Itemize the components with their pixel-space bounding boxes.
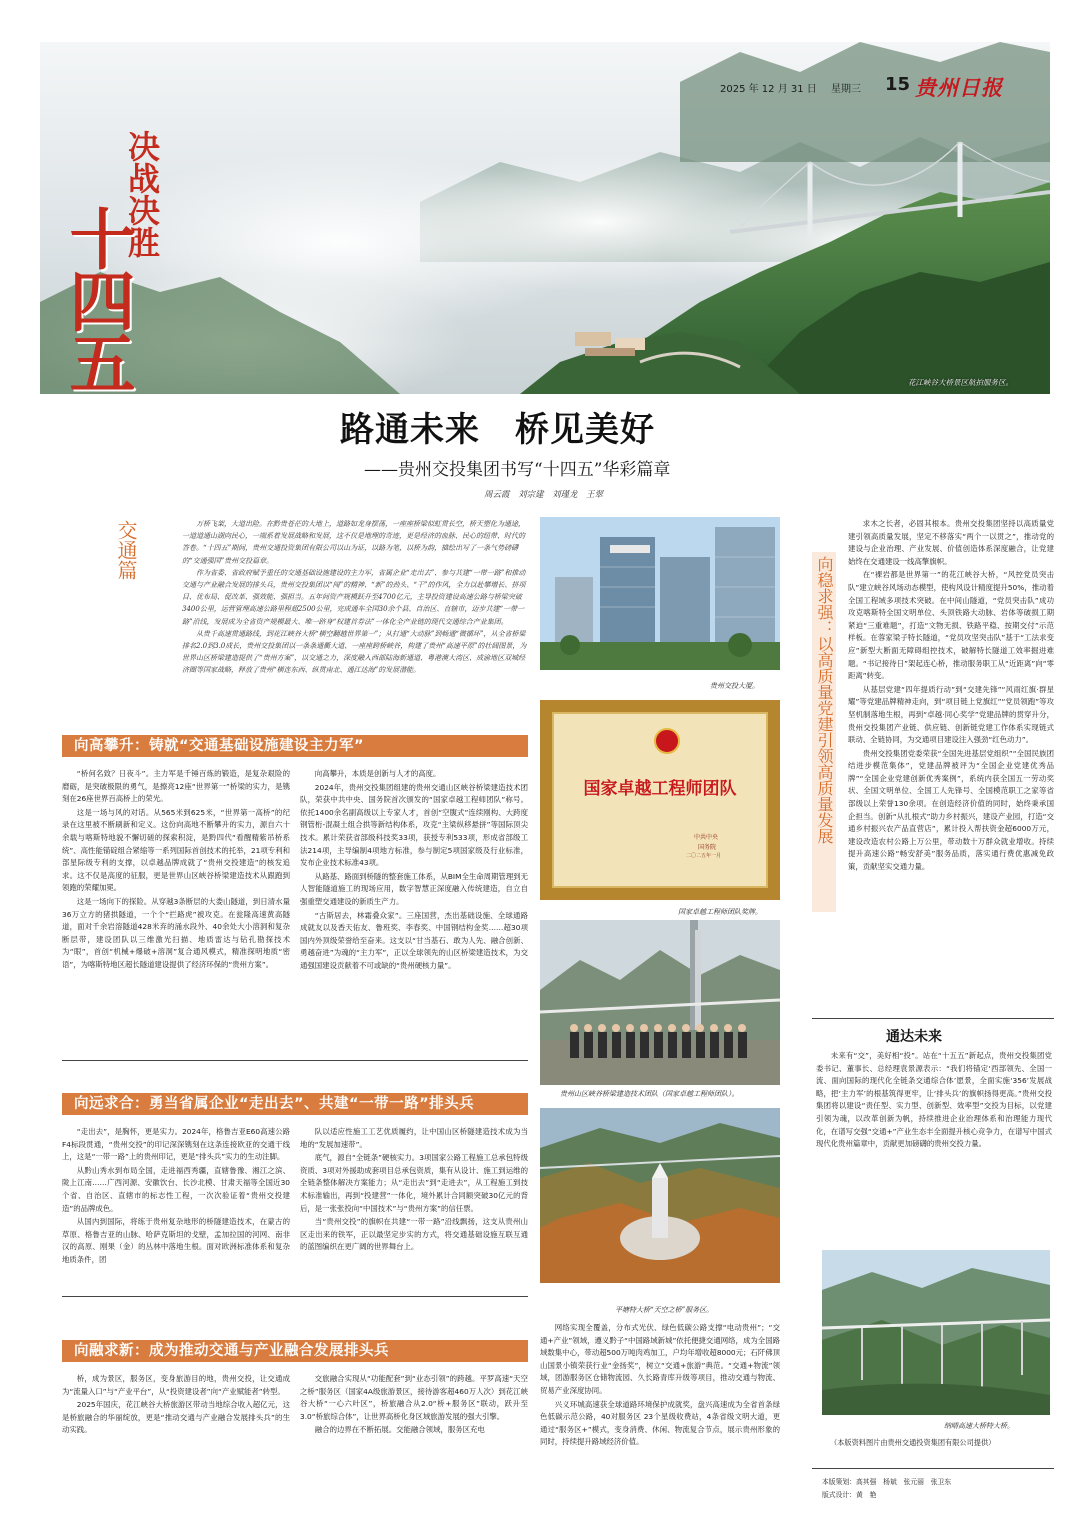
- section1-col2: [300, 768, 528, 1043]
- section3-paragraph: 兴义环城高速获全球道路环境保护成就奖，盘兴高速成为全省首条绿色低碳示范公路，40对服务区 23个星级收费站，4条省级文明大道，更通过“服务区+”模式，变身消费、休闲、物流复合节点，展示贵州形象的同时，持续提升路域经济价值。: [540, 1399, 780, 1447]
- page-number: 15: [885, 74, 911, 95]
- plaque-photo: [540, 700, 780, 900]
- section3-paragraph: 网络实现全覆盖，分布式光伏、绿色低碳公路支撑“电动贵州”；“交通+产业”领域，遵义黔子“中国路域新城”依托便捷交通网络，成为全国路域数集中心，带动超500万吨肉鸡加工，户均年增收超8000元；石阡佛顶山国景小镇荣获行业“金扬奖”，树立“交通+旅游”典范。“交通+物流”领域，团游服务区仓储物流园、久长路青库升级等项目，推动交通与物流、贸易产业深度协同。: [540, 1323, 780, 1395]
- section2-banner: 向远求合：勇当省属企业“走出去”、共建“一带一路”排头兵: [62, 1093, 528, 1115]
- right-divider: [812, 1018, 1054, 1019]
- column-name: 交通篇: [114, 520, 138, 580]
- section3-col3: [540, 1322, 780, 1472]
- plaque-title: 国家卓越工程师团队: [583, 779, 737, 799]
- section1-paragraph: 2024年，贵州交投集团组建的贵州交通山区峡谷桥梁建造技术团队，荣获中共中央、国务院首次颁发的“国家卓越工程师团队”称号。依托1400余名副高级以上专家人才，首创“空腹式”连续刚构、大跨度钢管桁-混凝土组合拱等新结构体系，攻克“主梁纵移悬拼”等国际顶尖技术。累计荣获省部级科技奖33项，获授专利533项，形成省部级工法214项，主导编制4项地方标准，参与制定5项国家级及行业标准，发布企业技术标准43项。: [300, 782, 528, 868]
- section2-paragraph: 队以适应性施工工艺优质履约，让中国山区桥隧建造技术成为当地的“发展加速带”。: [300, 1127, 528, 1149]
- lead-paragraph: 从贵千高速贯通路线，到花江峡谷大桥“横空翻越世界第一”；从打通“大动脉”到畅通“微循环”，从全省桥梁排名2.0到3.0成长，贵州交投集团以一条条通衢大道、一座座跨桥峡谷，构建了贵州“高速平原”的壮阔图景，为世界山区桥梁建造提供了“贵州方案”，以交通之力，深度融入西部陆海新通道、粤港澳大湾区、成渝地区双城经济圈等国家战略，释放了贵州“横连东西、纵贯南北、通江达海”的发展潜能。: [182, 629, 527, 675]
- lead-text: [182, 518, 528, 716]
- section3-paragraph: 融合的边界在不断拓展。交能融合领域，服务区充电: [314, 1425, 485, 1435]
- right-column-text: [848, 518, 1054, 966]
- section1-paragraph: 这是一场向下的探险。从穿越3条断层的大娄山隧道，到日清水量36万立方的猪拱隧道，一个个“拦路虎”被攻克。在瓮隆高速黄高隧道，面对千余岩溶隧道428米弃的涌水段外、40余处大小溶洞和复杂断层带，建设团队以三维激光扫描、地质雷达与钻孔勘探技术为“眼”，首创“机械+爆破+溶洞”复合通风模式，精准探明地质“密语”，为喀斯特地区超长隧道建设提供了经济环保的“贵州方案”。: [62, 896, 290, 969]
- series-line1: 决战决胜: [123, 130, 161, 258]
- section2-paragraph: 底气，源自“全链条”硬核实力。3项国家公路工程施工总承包特级资质、3项对外援助成套项目总承包资质，集有从设计、施工到运维的全链条整体解决方案能力；从“走出去”到“走进去”，从工程施工到技术标准输出，再到“投建营”一体化，境外累计合同额突破30亿元的背后，是一张张投向“中国技术”与“贵州方案”的信任票。: [300, 1153, 528, 1213]
- credits-design: 版式设计：黄 艳: [822, 1491, 877, 1499]
- byline: 周云霞 刘宗建 刘瑾龙 王翠: [484, 490, 604, 500]
- section3-banner: 向融求新：成为推动交通与产业融合发展排头兵: [62, 1340, 528, 1362]
- image-note: （本版资料图片由贵州交通投资集团有限公司提供）: [830, 1438, 996, 1447]
- lead-paragraph: 万桥飞架，大道出险。在黔贵苍茫的大地上，道路如龙身摆荡，一座座桥梁似虹贯长空，桥天塑化为通途，一道道通山湖向民心，一端系着发展战略和发展，这不仅是地理的奇迹，更是经济的血脉、民心的纽带、时代的答卷。“十四五”期间，贵州交通投资集团有限公司以山为证，以路为笔，以桥为韵，描绘出写了一条气势磅礴的“交通强国”贵州交投篇章。: [182, 520, 525, 565]
- credits-divider: [812, 1468, 1054, 1469]
- section2-col2: [300, 1126, 528, 1286]
- section3-paragraph: 2025年国庆，花江峡谷大桥旅游区带动当地综合收入超亿元，这是桥旅融合的华丽绽放，更是“推动交通与产业融合发展排头兵”的生动实践。: [62, 1400, 290, 1435]
- right-vertical-title: 向稳求强：以高质量党建引领高质量发展: [815, 556, 834, 844]
- section2-paragraph: 从黔山秀水到布局全国，走进福西秀疆，直辖鲁豫、湘江之滨、陇上江南……广西河源、安徽饮台、长沙北模、甘肃天福等全国近30个省、自治区、直辖市的标志性工程，一次次验证着“贵州交投建造”的品牌成色。: [62, 1165, 290, 1213]
- building-photo: [540, 517, 780, 670]
- pingtang-photo: [540, 1108, 780, 1283]
- right-paragraph: 贵州交投集团党委荣获“全国先进基层党组织”“全国民族团结进步模范集体”，党建品牌被评为“全国企业党建优秀品牌”“全国企业党建创新优秀案例”，系统内获全国五一劳动奖状、全国文明单位、全国工人先锋号、全国模范职工之家等省部级以上荣誉130余项。在创造经济价值的同时，始终秉承国企担当。创新“从扎根式”助力乡村振兴，建设产业园，打造“交通乡村振兴农产品直营店”，累计投入帮扶资金超6000万元，建设改造农村公路上万公里，带动数十万群众就业增收。持续提升高速公路“畅安舒美”服务品质，落实通行费优惠减免政策，贡献坚实交通力量。: [848, 748, 1054, 872]
- lead-paragraph: 作为省委、省政府赋予重任的交通基础设施建设的主力军，省属企业“走出去”、参与共建“一带一路”和推动交通与产业融合发展的排头兵，贵州交投集团以“闯”的精神、“新”的劲头、“干”的作风，全力以赴攀增长、拼项目、优布局、促改革、强效能、强担当。五年间资产规模跃升至4700亿元，主导投资建设高速公路与桥梁突破3400公里，运营管理高速公路里程超2500公里，完成通车全国30余个县、自治区、直辖市，迈步共建“一带一路”沿线，发展成为全省资产规模最大、唯一跻身“权建首券法”一体化全产业链的现代交通综合产业集团。: [182, 568, 526, 626]
- masthead: [720, 74, 1040, 100]
- future-heading: 通达未来: [886, 1029, 942, 1045]
- plaque-issuer-1: 中共中央: [694, 834, 719, 841]
- hero-caption: 花江峡谷大桥景区航拍服务区。: [908, 378, 1013, 387]
- section1-paragraph: 向高攀升，本质是创新与人才的高度。: [314, 769, 441, 778]
- section3-col2: [300, 1373, 528, 1471]
- valley-bridge-photo: [822, 1250, 1050, 1415]
- section2-col1: [62, 1126, 290, 1286]
- section3-paragraph: 桥，成为景区，服务区，变身旅游目的地，贵州交投，让交通成为“流量入口”与“产业平台”，从“投资建设者”向“产业赋能者”转型。: [62, 1374, 290, 1396]
- section2-paragraph: 从国内到国际，将练于贵州复杂地形的桥隧建造技术，在蒙古的草原、格鲁吉亚的山脉、哈萨克斯坦的戈壁，孟加拉国的河网、南非汉的高原、刚果（金）的丛林中落地生根。面对欧洲标准体系和复杂地质条件，团: [62, 1217, 290, 1264]
- section3-paragraph: 交旅融合实现从“功能配套”到“业态引领”的跨越。平罗高速“天空之桥”服务区（国家4A级旅游景区，接待游客超460万人次）到花江峡谷大桥“一心六叶区”，桥旅融合从2.0“桥+服务区”联动，跃升至3.0“桥旅综合体”，让世界高桥化身区域旅游发展的强大引擎。: [300, 1374, 528, 1421]
- section3-col1: [62, 1373, 290, 1471]
- section1-paragraph: 从路基、路面到桥隧的整套施工体系，从BIM全生命周期管理到无人智能隧道施工的现场应用，数字智慧正深度融入传统建造，自立自强重塑交通建设的新质生产力。: [300, 871, 528, 906]
- section2-paragraph: 当“贵州交投”的旗帜在共建“一带一路”沿线飘扬，这支从贵州山区走出来的铁军，正以最坚定步实的方式，将交通基础设施互联互通的蓝图编织在更广阔的世界舞台上。: [300, 1217, 528, 1252]
- section1-col1: [62, 768, 290, 1032]
- team-photo: [540, 920, 780, 1085]
- team-caption: 贵州山区峡谷桥梁建造技术团队（国家卓越工程师团队）。: [560, 1090, 739, 1098]
- plaque-caption: 国家卓越工程师团队奖牌。: [678, 908, 762, 916]
- issue-weekday: 星期三: [831, 84, 861, 95]
- valley-bridge-caption: 纳晴高速大桥特大桥。: [944, 1422, 1014, 1430]
- issue-date: 2025 年 12 月 31 日: [720, 84, 817, 95]
- plaque-issuer-2: 国务院: [698, 844, 717, 851]
- section1-paragraph: “桥何名致？日夜斗”。主力军是千锤百炼的锻造，是复杂艰险的磨砺，是突破极限的勇气，是擦亮12座“世界第一”桥梁的实力，是镌刻在26座世界百高桥上的荣光。: [62, 769, 290, 804]
- right-paragraph: 求木之长者，必固其根本。贵州交投集团坚持以高质量党建引领高质量发展，坚定不移落实“两个一以贯之”，推动党的建设与企业治理、产业发展、价值创造体系深度融合，让党建始终在交通建设一线高擎旗帜。: [848, 519, 1054, 566]
- paper-name-logo: 贵州日报: [915, 75, 1003, 100]
- right-paragraph: 从基层党建“四年提质行动”到“交建先锋”“风雨红旗·群星耀”等党建品牌精神走向，到“项目链上党旗红”“党员领跑”等攻坚机制落地生根，再到“卓越·同心奖学”党建品牌的贯穿升分，贵州交投集团产业链、供应链、创新链党建工作体系实现链式联动、全链协同，为交通项目建设注入强劲“红色动力”。: [848, 684, 1054, 745]
- main-subheadline: ——贵州交投集团书写“十四五”华彩篇章: [364, 460, 671, 480]
- credits-planning: 本版策划：高其强 杨斌 张元丽 张卫东: [822, 1478, 952, 1486]
- section2-paragraph: “走出去”，是胸怀，更是实力。2024年，格鲁吉亚E60高速公路F4标段贯通，“贵州交投”的印记深深镌刻在这条连接欧亚的交通干线上，这是“一带一路”上的贵州印记，更是“排头兵”实力的生动注脚。: [62, 1127, 290, 1162]
- future-text: [816, 1050, 1052, 1230]
- pingtang-caption: 平塘特大桥“天空之桥”服务区。: [615, 1306, 714, 1314]
- right-paragraph: 在“裸岩都是世界第一”的花江峡谷大桥，“风控党员突击队”建立峡谷风场动态模型，使构风设计精度提升50%，推动着全国工程域多项技术突破。在中间山隧道，“党员突击队”成功攻克喀斯特全国文明单位、头顶铁路大动脉、岩体等破损工期紧迫“三重难题”，打造“文物无损、铁路平稳、按期交付”示范样板。在蓉家梁子特长隧道，“党员攻坚突击队”基于“工法求变应”新型大断面无障碍组控技术，破解特长隧道工效率掘进难题。“书记接待日”架起连心桥，推动服务职工从“近距离”向“零距离”转变。: [848, 570, 1054, 681]
- plaque-date: 二〇二五年一月: [686, 853, 722, 859]
- section-divider: [62, 1060, 528, 1061]
- building-caption: 贵州交投大厦。: [710, 682, 759, 690]
- series-line2: 十四五: [58, 205, 135, 391]
- emblem-icon: [654, 728, 680, 754]
- section1-paragraph: 这是一场与风的对话。从565米到625米，“世界第一高桥”的纪录在这里被不断刷新和定义。这份向高地不断攀升的实力，源自六十余载与喀斯特地貌不懈切磋的探索积淀，是黔四代“看醒精紫吊桥系统”、高性能锚碇组合紧缩等一系列国际首创技术的托举，21项专利和部星际级专利的支撑，以卓越品牌成就了“贵州交投建造”的核发追求。这不仅是高度的征服，更是世界山区峡谷桥梁建造技术从跟跑到领跑的荣耀加冕。: [62, 807, 290, 893]
- main-headline: 路通未来 桥见美好: [340, 410, 655, 450]
- future-paragraph: 未来有“交”，美好相“投”。站在“十五五”新起点，贵州交投集团党委书记、董事长、总经理袁景源表示：“我们将锚定‘西部领先、全国一流、面向国际的现代化全链条交通综合体’愿景，全面实施‘356’发展战略，把‘主力军’的根基筑得更牢，让‘排头兵’的旗帜扬得更高。”贵州交投集团将以建设“责任型、实力型、创新型、效率型”交投为目标，以党建引领为魂，以改革创新为帆，持续推进企业治理体系和治理能力现代化，在谱写交强“交通+”产业生态丰全面提升核心竞争力，在谱写中国式现代化贵州篇章中，贡献更加磅礴的贵州交投力量。: [816, 1051, 1052, 1149]
- section1-paragraph: “古斯居去，林霜叠众家”。三座国营，杰出基础设施、全球通路成就友以及香天佑友、鲁班奖、李春奖、中国钢结构金奖……超30项国内外顶级荣誉给至奋来。这支以“甘当基石、敢为人先、融合创新、勇越奋进”为魂的“主力军”，正以全球领先的山区桥梁建造技术，为交通强国建设贡献着不可或缺的“贵州硬核力量”。: [300, 910, 528, 970]
- section1-banner: 向高攀升：铸就“交通基础设施建设主力军”: [62, 735, 528, 757]
- section-divider: [62, 1296, 528, 1297]
